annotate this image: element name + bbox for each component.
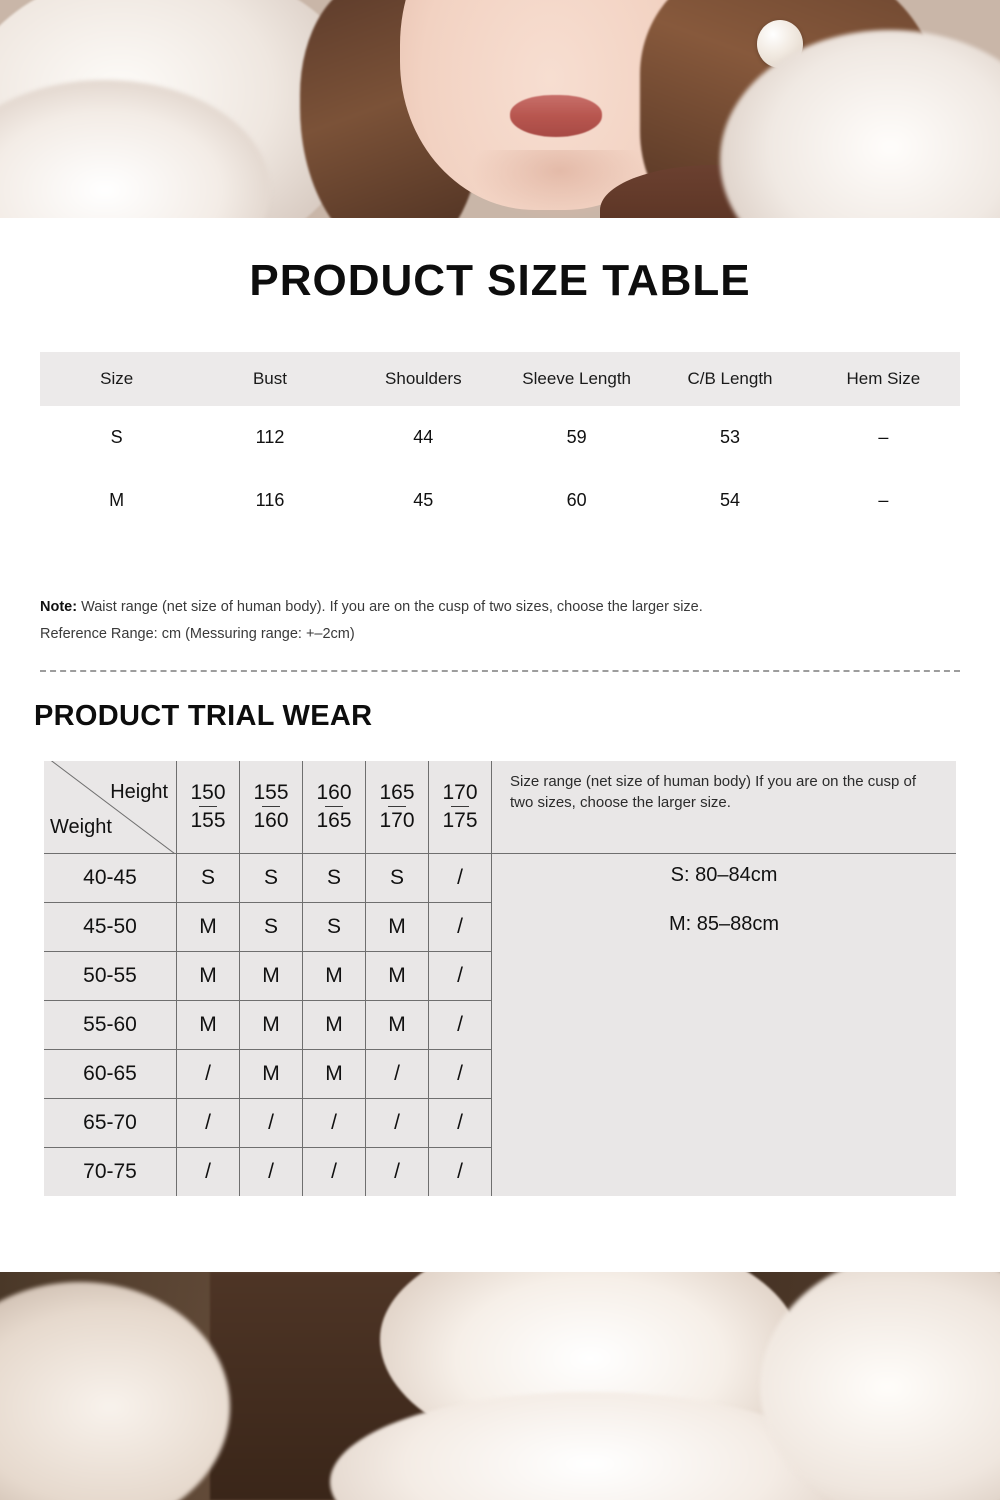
table-row — [44, 902, 956, 951]
trial-cell: S — [303, 853, 366, 902]
cell-cb-length: 54 — [653, 469, 806, 532]
height-range-bar — [388, 806, 406, 807]
trial-cell: M — [366, 951, 429, 1000]
side-value-m: M: 85–88cm — [668, 912, 780, 935]
table-row — [40, 406, 960, 469]
table-row — [44, 1000, 956, 1049]
product-trial-wear-table — [44, 761, 956, 1196]
trial-cell: S — [366, 853, 429, 902]
cell-size: M — [40, 469, 193, 532]
trial-cell: / — [366, 1049, 429, 1098]
size-table-header-row — [40, 352, 960, 406]
model-lips — [510, 95, 602, 137]
cell-bust: 116 — [193, 469, 346, 532]
trial-cell: M — [177, 902, 240, 951]
cell-hem-size: – — [807, 406, 960, 469]
section-title-trial-wear: PRODUCT TRIAL WEAR — [34, 699, 373, 732]
cell-sleeve-length: 59 — [500, 406, 653, 469]
diagonal-slash-icon — [44, 761, 176, 853]
trial-side-note: Size range (net size of human body) If you are on the cusp of two sizes, choose the larger size. — [492, 761, 957, 854]
trial-cell: S — [303, 902, 366, 951]
trial-height-col-5 — [429, 761, 492, 854]
side-spacer — [492, 1098, 957, 1147]
section-divider — [40, 670, 960, 672]
trial-cell: M — [240, 1049, 303, 1098]
table-row — [40, 469, 960, 532]
size-table-col-hem-size: Hem Size — [807, 352, 960, 406]
table-row — [44, 1049, 956, 1098]
height-range-top: 150 — [190, 780, 226, 804]
trial-cell: S — [240, 853, 303, 902]
weight-range: 40-45 — [44, 853, 177, 902]
size-table-col-shoulders: Shoulders — [347, 352, 500, 406]
trial-weight-label: Weight — [50, 815, 112, 838]
height-range-bottom: 170 — [379, 809, 415, 833]
trial-cell: M — [177, 1000, 240, 1049]
size-table-col-cb-length: C/B Length — [653, 352, 806, 406]
trial-cell: / — [429, 1147, 492, 1196]
trial-header-row — [44, 761, 956, 854]
height-range-top: 160 — [316, 780, 352, 804]
trial-height-col-2 — [240, 761, 303, 854]
side-spacer — [492, 1147, 957, 1196]
size-table-col-size: Size — [40, 352, 193, 406]
trial-cell: / — [366, 1098, 429, 1147]
product-photo-bottom — [0, 1272, 1000, 1500]
size-note-line-1 — [40, 594, 960, 621]
product-size-table — [40, 352, 960, 532]
height-range-bottom: 160 — [253, 809, 289, 833]
weight-range: 60-65 — [44, 1049, 177, 1098]
cell-bust: 112 — [193, 406, 346, 469]
size-note-line-2: Reference Range: cm (Messuring range: +–2cm) — [40, 625, 355, 642]
size-table-col-bust: Bust — [193, 352, 346, 406]
trial-cell: / — [429, 1049, 492, 1098]
size-info-panel — [0, 218, 1000, 1272]
weight-range: 45-50 — [44, 902, 177, 951]
side-spacer — [492, 951, 957, 1000]
cell-cb-length: 53 — [653, 406, 806, 469]
trial-cell: / — [240, 1147, 303, 1196]
trial-cell: / — [240, 1098, 303, 1147]
side-spacer — [492, 1000, 957, 1049]
height-range-bar — [325, 806, 343, 807]
cell-sleeve-length: 60 — [500, 469, 653, 532]
trial-cell: / — [177, 1098, 240, 1147]
cell-size: S — [40, 406, 193, 469]
height-range-top: 165 — [379, 780, 415, 804]
trial-cell: M — [240, 951, 303, 1000]
trial-table-corner-cell — [44, 761, 177, 854]
trial-cell: M — [240, 1000, 303, 1049]
page-title: PRODUCT SIZE TABLE — [249, 256, 751, 305]
height-range-top: 155 — [253, 780, 289, 804]
trial-cell: / — [429, 1000, 492, 1049]
cell-shoulders: 44 — [347, 406, 500, 469]
table-row — [44, 853, 956, 902]
trial-height-col-3 — [303, 761, 366, 854]
side-spacer — [492, 1049, 957, 1098]
table-row — [44, 951, 956, 1000]
model-photo-top — [0, 0, 1000, 218]
trial-cell: S — [177, 853, 240, 902]
table-row — [44, 1147, 956, 1196]
size-note-text: Waist range (net size of human body). If you are on the cusp of two sizes, choose the larger size. — [81, 599, 703, 615]
height-range-bar — [451, 806, 469, 807]
height-range-top: 170 — [442, 780, 478, 804]
trial-cell: / — [177, 1147, 240, 1196]
weight-range: 55-60 — [44, 1000, 177, 1049]
height-range-bottom: 155 — [190, 809, 226, 833]
height-range-bar — [199, 806, 217, 807]
size-note — [40, 594, 960, 648]
trial-cell: / — [303, 1147, 366, 1196]
size-note-label: Note: — [40, 599, 78, 615]
trial-cell: / — [366, 1147, 429, 1196]
weight-range: 70-75 — [44, 1147, 177, 1196]
trial-height-col-1 — [177, 761, 240, 854]
cell-shoulders: 45 — [347, 469, 500, 532]
height-range-bottom: 165 — [316, 809, 352, 833]
weight-range: 65-70 — [44, 1098, 177, 1147]
trial-cell: M — [303, 1049, 366, 1098]
table-row — [44, 1098, 956, 1147]
trial-cell: / — [429, 853, 492, 902]
trial-cell: S — [240, 902, 303, 951]
trial-cell: / — [429, 951, 492, 1000]
side-value-s: S: 80–84cm — [670, 863, 778, 886]
trial-cell: M — [303, 951, 366, 1000]
trial-cell: M — [366, 1000, 429, 1049]
trial-cell: / — [177, 1049, 240, 1098]
trial-height-col-4 — [366, 761, 429, 854]
trial-cell: M — [177, 951, 240, 1000]
cell-hem-size: – — [807, 469, 960, 532]
height-range-bar — [262, 806, 280, 807]
size-table-col-sleeve-length: Sleeve Length — [500, 352, 653, 406]
trial-cell: / — [429, 1098, 492, 1147]
weight-range: 50-55 — [44, 951, 177, 1000]
product-trial-wear-table-wrap — [44, 761, 956, 1196]
trial-height-label: Height — [110, 780, 168, 803]
fur-detail-right — [760, 1272, 1000, 1500]
trial-cell: M — [366, 902, 429, 951]
trial-cell: / — [303, 1098, 366, 1147]
trial-cell: / — [429, 902, 492, 951]
height-range-bottom: 175 — [442, 809, 478, 833]
trial-cell: M — [303, 1000, 366, 1049]
